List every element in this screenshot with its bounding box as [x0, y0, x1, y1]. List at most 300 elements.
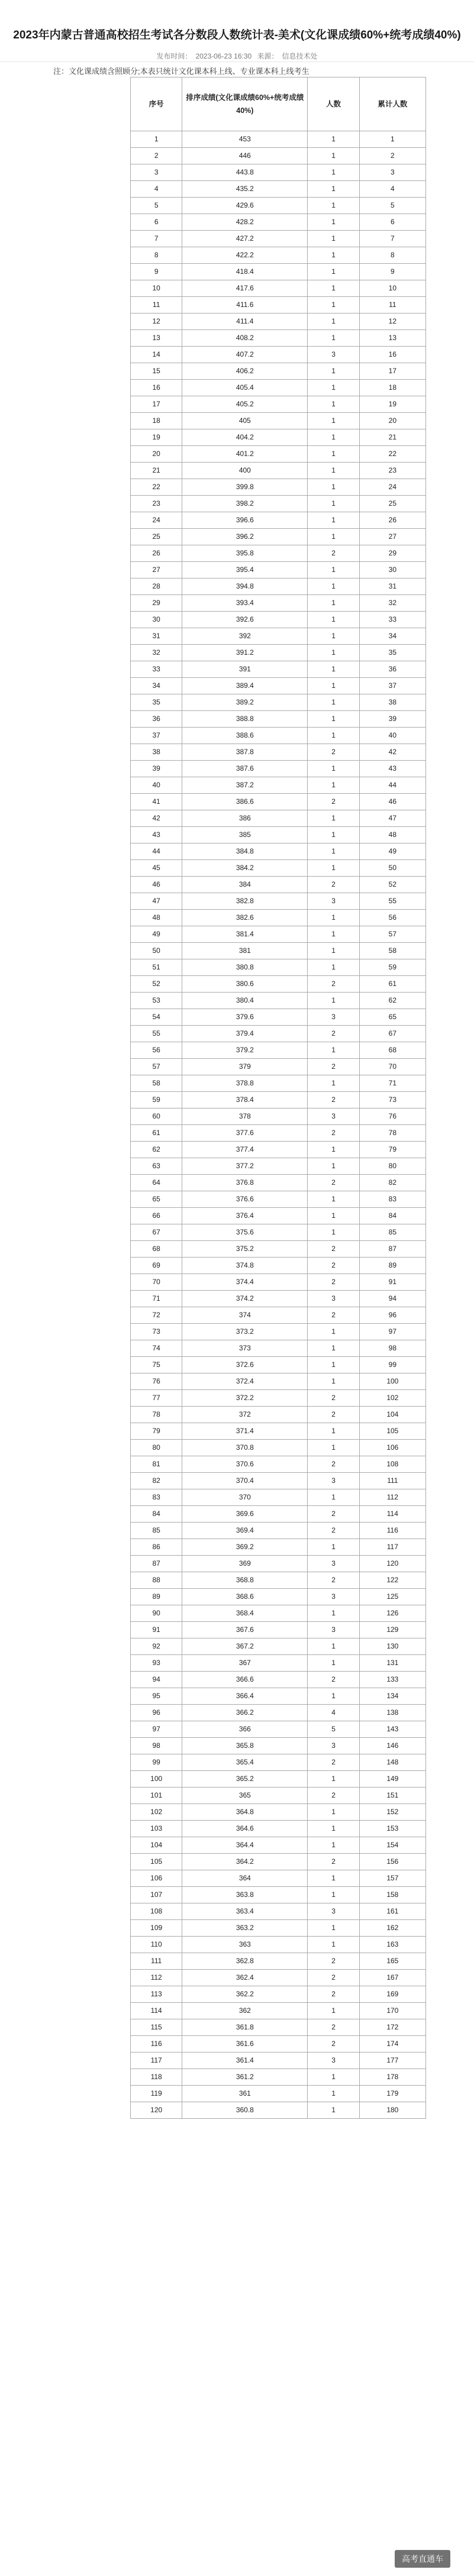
cell-seq: 86 [131, 1539, 182, 1556]
cell-cumulative: 20 [359, 413, 425, 429]
cell-cumulative: 10 [359, 280, 425, 297]
table-row [131, 2036, 426, 2053]
cell-cumulative: 161 [359, 1903, 425, 1920]
table-row [131, 761, 426, 777]
cell-count: 1 [308, 214, 359, 231]
table-row [131, 479, 426, 496]
cell-seq: 115 [131, 2019, 182, 2036]
cell-seq: 50 [131, 943, 182, 959]
cell-seq: 58 [131, 1075, 182, 1092]
cell-count: 1 [308, 628, 359, 645]
table-row [131, 429, 426, 446]
cell-seq: 11 [131, 297, 182, 313]
table-row [131, 1440, 426, 1456]
cell-score: 375.6 [182, 1224, 308, 1241]
cell-score: 379.6 [182, 1009, 308, 1026]
cell-count: 2 [308, 545, 359, 562]
table-row [131, 1854, 426, 1870]
table-row [131, 363, 426, 380]
cell-count: 1 [308, 1373, 359, 1390]
cell-seq: 26 [131, 545, 182, 562]
cell-score: 372 [182, 1407, 308, 1423]
cell-count: 1 [308, 1440, 359, 1456]
cell-score: 446 [182, 148, 308, 164]
cell-score: 366.4 [182, 1688, 308, 1705]
table-row [131, 1473, 426, 1489]
cell-cumulative: 126 [359, 1605, 425, 1622]
table-row [131, 1224, 426, 1241]
cell-score: 371.4 [182, 1423, 308, 1440]
table-row [131, 959, 426, 976]
cell-cumulative: 27 [359, 529, 425, 545]
cell-count: 1 [308, 1042, 359, 1059]
cell-count: 1 [308, 1771, 359, 1788]
cell-seq: 65 [131, 1191, 182, 1208]
cell-seq: 42 [131, 810, 182, 827]
table-row [131, 1837, 426, 1854]
cell-cumulative: 16 [359, 347, 425, 363]
cell-cumulative: 79 [359, 1142, 425, 1158]
table-row [131, 1340, 426, 1357]
cell-cumulative: 25 [359, 496, 425, 512]
cell-count: 1 [308, 843, 359, 860]
cell-cumulative: 138 [359, 1705, 425, 1721]
cell-seq: 56 [131, 1042, 182, 1059]
cell-cumulative: 56 [359, 910, 425, 926]
cell-count: 1 [308, 529, 359, 545]
table-row [131, 529, 426, 545]
cell-cumulative: 165 [359, 1953, 425, 1970]
cell-seq: 87 [131, 1556, 182, 1572]
cell-cumulative: 104 [359, 1407, 425, 1423]
cell-seq: 25 [131, 529, 182, 545]
cell-score: 429.6 [182, 198, 308, 214]
cell-score: 393.4 [182, 595, 308, 612]
cell-count: 2 [308, 1390, 359, 1407]
table-row [131, 1771, 426, 1788]
cell-score: 395.4 [182, 562, 308, 578]
cell-cumulative: 19 [359, 396, 425, 413]
table-row [131, 1705, 426, 1721]
cell-cumulative: 47 [359, 810, 425, 827]
cell-seq: 114 [131, 2003, 182, 2019]
cell-score: 435.2 [182, 181, 308, 198]
table-row [131, 330, 426, 347]
cell-cumulative: 111 [359, 1473, 425, 1489]
table-row [131, 164, 426, 181]
cell-count: 2 [308, 1970, 359, 1986]
cell-seq: 5 [131, 198, 182, 214]
table-row [131, 1572, 426, 1589]
cell-count: 1 [308, 645, 359, 661]
cell-cumulative: 114 [359, 1506, 425, 1523]
header-score: 排序成绩(文化课成绩60%+统考成绩40%) [182, 77, 308, 131]
cell-count: 1 [308, 330, 359, 347]
table-row [131, 877, 426, 893]
cell-count: 1 [308, 1937, 359, 1953]
cell-score: 366 [182, 1721, 308, 1738]
table-row [131, 1672, 426, 1688]
cell-count: 1 [308, 1837, 359, 1854]
cell-seq: 105 [131, 1854, 182, 1870]
cell-count: 1 [308, 993, 359, 1009]
cell-seq: 32 [131, 645, 182, 661]
table-row [131, 794, 426, 810]
table-row [131, 976, 426, 993]
cell-seq: 9 [131, 264, 182, 280]
cell-seq: 2 [131, 148, 182, 164]
table-row [131, 347, 426, 363]
cell-seq: 31 [131, 628, 182, 645]
cell-count: 5 [308, 1721, 359, 1738]
table-row [131, 214, 426, 231]
table-row [131, 1589, 426, 1605]
cell-cumulative: 149 [359, 1771, 425, 1788]
cell-score: 443.8 [182, 164, 308, 181]
cell-cumulative: 87 [359, 1241, 425, 1258]
table-row [131, 1258, 426, 1274]
cell-seq: 14 [131, 347, 182, 363]
cell-score: 398.2 [182, 496, 308, 512]
cell-score: 364.4 [182, 1837, 308, 1854]
cell-cumulative: 125 [359, 1589, 425, 1605]
table-row [131, 1556, 426, 1572]
cell-score: 405.4 [182, 380, 308, 396]
cell-count: 1 [308, 1191, 359, 1208]
cell-count: 2 [308, 1059, 359, 1075]
cell-score: 374.2 [182, 1291, 308, 1307]
cell-seq: 99 [131, 1754, 182, 1771]
cell-score: 386 [182, 810, 308, 827]
table-row [131, 264, 426, 280]
cell-seq: 39 [131, 761, 182, 777]
cell-seq: 30 [131, 612, 182, 628]
cell-cumulative: 58 [359, 943, 425, 959]
cell-cumulative: 167 [359, 1970, 425, 1986]
table-row [131, 1191, 426, 1208]
cell-cumulative: 9 [359, 264, 425, 280]
cell-seq: 88 [131, 1572, 182, 1589]
cell-cumulative: 129 [359, 1622, 425, 1638]
cell-seq: 117 [131, 2053, 182, 2069]
cell-cumulative: 68 [359, 1042, 425, 1059]
table-row [131, 1092, 426, 1108]
cell-count: 2 [308, 1523, 359, 1539]
table-row [131, 148, 426, 164]
cell-seq: 51 [131, 959, 182, 976]
table-row [131, 1158, 426, 1175]
cell-cumulative: 97 [359, 1324, 425, 1340]
cell-count: 1 [308, 131, 359, 148]
cell-cumulative: 158 [359, 1887, 425, 1903]
cell-score: 364.6 [182, 1821, 308, 1837]
table-row [131, 231, 426, 247]
cell-score: 384 [182, 877, 308, 893]
cell-seq: 100 [131, 1771, 182, 1788]
cell-cumulative: 18 [359, 380, 425, 396]
cell-seq: 79 [131, 1423, 182, 1440]
cell-score: 392.6 [182, 612, 308, 628]
cell-cumulative: 162 [359, 1920, 425, 1937]
table-row [131, 1291, 426, 1307]
cell-seq: 64 [131, 1175, 182, 1191]
cell-score: 372.2 [182, 1390, 308, 1407]
cell-seq: 97 [131, 1721, 182, 1738]
cell-score: 360.8 [182, 2102, 308, 2119]
cell-score: 365.4 [182, 1754, 308, 1771]
table-row [131, 1937, 426, 1953]
cell-score: 407.2 [182, 347, 308, 363]
cell-cumulative: 7 [359, 231, 425, 247]
cell-seq: 28 [131, 578, 182, 595]
cell-count: 2 [308, 1274, 359, 1291]
cell-seq: 96 [131, 1705, 182, 1721]
cell-count: 1 [308, 777, 359, 794]
cell-cumulative: 46 [359, 794, 425, 810]
cell-count: 2 [308, 1953, 359, 1970]
table-row [131, 2102, 426, 2119]
cell-count: 2 [308, 976, 359, 993]
cell-seq: 78 [131, 1407, 182, 1423]
cell-seq: 7 [131, 231, 182, 247]
cell-cumulative: 108 [359, 1456, 425, 1473]
table-row [131, 2069, 426, 2086]
cell-score: 363.8 [182, 1887, 308, 1903]
table-row [131, 313, 426, 330]
cell-score: 380.6 [182, 976, 308, 993]
table-row [131, 446, 426, 463]
cell-count: 1 [308, 463, 359, 479]
cell-score: 387.8 [182, 744, 308, 761]
cell-seq: 1 [131, 131, 182, 148]
cell-cumulative: 130 [359, 1638, 425, 1655]
cell-cumulative: 156 [359, 1854, 425, 1870]
cell-count: 1 [308, 1870, 359, 1887]
cell-cumulative: 2 [359, 148, 425, 164]
cell-cumulative: 13 [359, 330, 425, 347]
table-row [131, 131, 426, 148]
cell-cumulative: 154 [359, 1837, 425, 1854]
cell-seq: 43 [131, 827, 182, 843]
cell-seq: 46 [131, 877, 182, 893]
cell-cumulative: 100 [359, 1373, 425, 1390]
table-row [131, 562, 426, 578]
source-name: 信息技术处 [282, 52, 318, 60]
cell-score: 385 [182, 827, 308, 843]
cell-seq: 18 [131, 413, 182, 429]
cell-seq: 35 [131, 694, 182, 711]
table-row [131, 1489, 426, 1506]
cell-cumulative: 98 [359, 1340, 425, 1357]
cell-score: 417.6 [182, 280, 308, 297]
cell-score: 379.2 [182, 1042, 308, 1059]
cell-count: 1 [308, 1340, 359, 1357]
table-row [131, 1423, 426, 1440]
table-row [131, 2086, 426, 2102]
cell-cumulative: 96 [359, 1307, 425, 1324]
cell-score: 373.2 [182, 1324, 308, 1340]
cell-count: 1 [308, 2102, 359, 2119]
cell-cumulative: 40 [359, 728, 425, 744]
cell-count: 3 [308, 1556, 359, 1572]
cell-score: 408.2 [182, 330, 308, 347]
cell-count: 1 [308, 198, 359, 214]
cell-score: 366.2 [182, 1705, 308, 1721]
cell-score: 387.6 [182, 761, 308, 777]
cell-seq: 29 [131, 595, 182, 612]
cell-count: 1 [308, 678, 359, 694]
table-row [131, 612, 426, 628]
table-row [131, 893, 426, 910]
cell-count: 3 [308, 1473, 359, 1489]
table-row [131, 2053, 426, 2069]
cell-seq: 84 [131, 1506, 182, 1523]
table-row [131, 198, 426, 214]
cell-cumulative: 43 [359, 761, 425, 777]
cell-seq: 74 [131, 1340, 182, 1357]
table-row [131, 1887, 426, 1903]
cell-count: 1 [308, 1539, 359, 1556]
cell-seq: 120 [131, 2102, 182, 2119]
cell-score: 394.8 [182, 578, 308, 595]
cell-score: 369.6 [182, 1506, 308, 1523]
cell-count: 1 [308, 396, 359, 413]
cell-count: 1 [308, 297, 359, 313]
cell-cumulative: 134 [359, 1688, 425, 1705]
cell-seq: 60 [131, 1108, 182, 1125]
cell-count: 1 [308, 313, 359, 330]
publish-time: 2023-06-23 16:30 [195, 52, 252, 60]
cell-cumulative: 37 [359, 678, 425, 694]
cell-score: 427.2 [182, 231, 308, 247]
cell-cumulative: 85 [359, 1224, 425, 1241]
table-row [131, 1622, 426, 1638]
cell-seq: 49 [131, 926, 182, 943]
cell-seq: 108 [131, 1903, 182, 1920]
cell-count: 3 [308, 1589, 359, 1605]
cell-seq: 94 [131, 1672, 182, 1688]
cell-count: 2 [308, 1986, 359, 2003]
cell-seq: 53 [131, 993, 182, 1009]
table-row [131, 694, 426, 711]
cell-score: 396.2 [182, 529, 308, 545]
cell-cumulative: 152 [359, 1804, 425, 1821]
cell-count: 3 [308, 1903, 359, 1920]
cell-count: 1 [308, 860, 359, 877]
cell-score: 388.6 [182, 728, 308, 744]
cell-score: 377.6 [182, 1125, 308, 1142]
cell-seq: 101 [131, 1788, 182, 1804]
table-row [131, 1407, 426, 1423]
cell-seq: 112 [131, 1970, 182, 1986]
cell-seq: 34 [131, 678, 182, 694]
table-row [131, 1042, 426, 1059]
cell-score: 361.4 [182, 2053, 308, 2069]
cell-seq: 10 [131, 280, 182, 297]
cell-seq: 90 [131, 1605, 182, 1622]
cell-count: 1 [308, 728, 359, 744]
cell-seq: 69 [131, 1258, 182, 1274]
cell-seq: 45 [131, 860, 182, 877]
cell-score: 376.6 [182, 1191, 308, 1208]
cell-count: 2 [308, 2019, 359, 2036]
cell-score: 365.8 [182, 1738, 308, 1754]
cell-seq: 15 [131, 363, 182, 380]
cell-seq: 91 [131, 1622, 182, 1638]
table-row [131, 545, 426, 562]
cell-cumulative: 117 [359, 1539, 425, 1556]
source-label: 来源： [257, 52, 279, 60]
cell-count: 1 [308, 1920, 359, 1937]
cell-cumulative: 4 [359, 181, 425, 198]
cell-seq: 12 [131, 313, 182, 330]
cell-score: 401.2 [182, 446, 308, 463]
cell-score: 375.2 [182, 1241, 308, 1258]
table-row [131, 1026, 426, 1042]
cell-seq: 72 [131, 1307, 182, 1324]
cell-score: 369 [182, 1556, 308, 1572]
cell-score: 388.8 [182, 711, 308, 728]
cell-cumulative: 174 [359, 2036, 425, 2053]
cell-seq: 41 [131, 794, 182, 810]
cell-count: 1 [308, 1821, 359, 1837]
cell-seq: 8 [131, 247, 182, 264]
cell-count: 4 [308, 1705, 359, 1721]
cell-seq: 109 [131, 1920, 182, 1937]
cell-seq: 38 [131, 744, 182, 761]
cell-score: 418.4 [182, 264, 308, 280]
cell-seq: 59 [131, 1092, 182, 1108]
table-row [131, 1539, 426, 1556]
table-row [131, 1324, 426, 1340]
cell-cumulative: 12 [359, 313, 425, 330]
table-row [131, 1986, 426, 2003]
cell-count: 1 [308, 1489, 359, 1506]
cell-count: 1 [308, 1357, 359, 1373]
cell-score: 364.8 [182, 1804, 308, 1821]
cell-seq: 107 [131, 1887, 182, 1903]
cell-score: 361.2 [182, 2069, 308, 2086]
cell-count: 1 [308, 1142, 359, 1158]
table-row [131, 1721, 426, 1738]
cell-count: 2 [308, 1572, 359, 1589]
cell-score: 399.8 [182, 479, 308, 496]
table-row [131, 1821, 426, 1837]
table-row [131, 1970, 426, 1986]
cell-cumulative: 112 [359, 1489, 425, 1506]
cell-score: 362.8 [182, 1953, 308, 1970]
cell-count: 3 [308, 1108, 359, 1125]
cell-score: 374 [182, 1307, 308, 1324]
table-row [131, 1208, 426, 1224]
cell-seq: 70 [131, 1274, 182, 1291]
cell-count: 3 [308, 893, 359, 910]
cell-seq: 57 [131, 1059, 182, 1075]
cell-seq: 44 [131, 843, 182, 860]
cell-score: 362 [182, 2003, 308, 2019]
table-row [131, 1142, 426, 1158]
cell-count: 1 [308, 1605, 359, 1622]
cell-seq: 119 [131, 2086, 182, 2102]
cell-cumulative: 24 [359, 479, 425, 496]
table-row [131, 181, 426, 198]
cell-count: 2 [308, 1672, 359, 1688]
cell-cumulative: 73 [359, 1092, 425, 1108]
cell-count: 3 [308, 1738, 359, 1754]
table-body [131, 131, 426, 2119]
cell-count: 2 [308, 1125, 359, 1142]
cell-count: 2 [308, 1307, 359, 1324]
